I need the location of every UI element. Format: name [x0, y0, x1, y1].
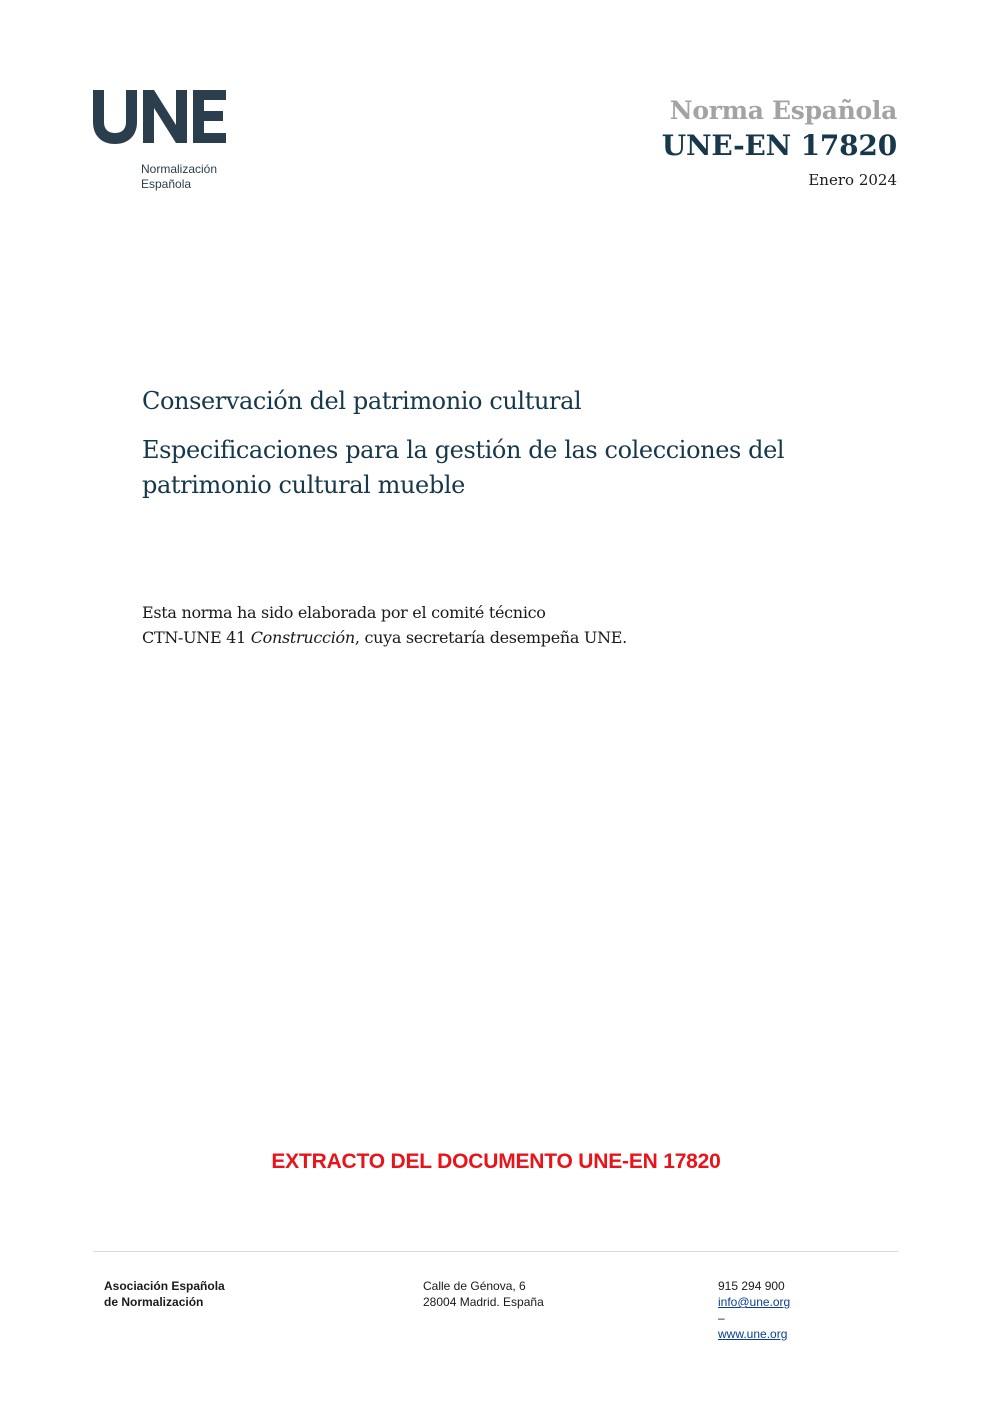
footer-divider: [93, 1251, 898, 1252]
une-logo: [93, 88, 243, 191]
subtitle-line1: Especificaciones para la gestión de las colecciones del: [142, 436, 785, 464]
norma-code: UNE-EN 17820: [661, 129, 897, 162]
committee-line2: [142, 625, 842, 650]
publication-date: Enero 2024: [808, 171, 897, 189]
document-title: Conservación del patrimonio cultural: [142, 387, 582, 415]
une-logo-mark-icon: [93, 88, 226, 144]
committee-line1: Esta norma ha sido elaborada por el comité técnico: [142, 603, 546, 622]
extract-banner: EXTRACTO DEL DOCUMENTO UNE-EN 17820: [271, 1150, 721, 1173]
standard-header: [497, 95, 897, 189]
logo-sub-line2: Española: [141, 177, 192, 191]
logo-sub-line1: Normalización: [141, 162, 218, 176]
document-subtitle: [142, 433, 862, 503]
footer-org-line1: Asociación Española: [104, 1279, 225, 1293]
footer-org-line2: de Normalización: [104, 1295, 204, 1309]
footer-address-line2: 28004 Madrid. España: [423, 1295, 544, 1309]
document-title-block: [142, 384, 862, 503]
committee-suffix: , cuya secretaría desempeña UNE.: [354, 628, 627, 647]
committee-note: [142, 600, 842, 650]
footer-address-line1: Calle de Génova, 6: [423, 1279, 526, 1293]
footer-contact: [718, 1278, 790, 1342]
link-separator: –: [718, 1311, 725, 1325]
email-link[interactable]: info@une.org: [718, 1295, 791, 1309]
footer-links: [718, 1294, 790, 1342]
footer-organization: [104, 1278, 225, 1310]
norma-label: Norma Española: [669, 96, 897, 125]
footer-address: [423, 1278, 544, 1310]
committee-name: Construcción: [250, 628, 355, 647]
subtitle-line2: patrimonio cultural mueble: [142, 471, 465, 499]
website-link[interactable]: www.une.org: [718, 1327, 788, 1341]
logo-subtitle: [141, 162, 217, 192]
committee-code: CTN-UNE 41: [142, 628, 251, 647]
footer-phone: 915 294 900: [718, 1279, 785, 1293]
